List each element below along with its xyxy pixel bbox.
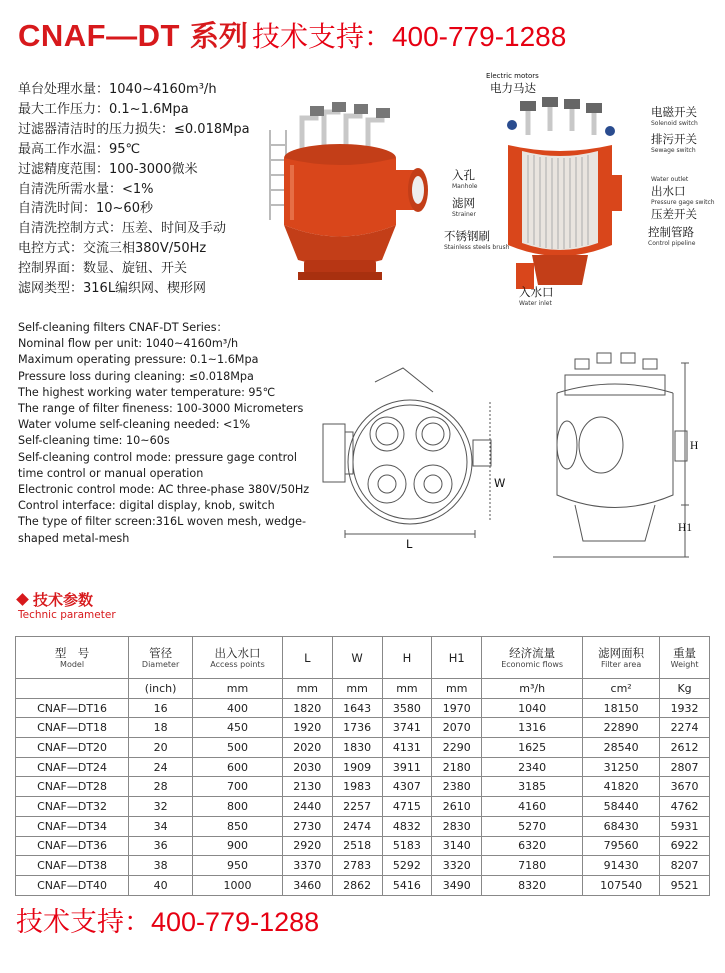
header-cell: W: [332, 637, 382, 679]
en-spec-item: The type of filter screen:316L woven mesh, wedge-shaped metal-mesh: [18, 515, 307, 545]
value-cell: 107540: [583, 875, 660, 895]
unit-cell: (inch): [129, 679, 193, 699]
value-cell: 38: [129, 856, 193, 876]
value-cell: 1736: [332, 718, 382, 738]
label-sewage-en: Sewage switch: [651, 147, 696, 154]
value-cell: 450: [193, 718, 283, 738]
value-cell: 3460: [282, 875, 332, 895]
value-cell: 28540: [583, 738, 660, 758]
header-cell: H: [382, 637, 432, 679]
value-cell: 5416: [382, 875, 432, 895]
value-cell: 24: [129, 757, 193, 777]
top-view-drawing: [315, 362, 505, 562]
header-cell: H1: [432, 637, 482, 679]
model-series-title: CNAF—DT: [18, 18, 180, 53]
en-spec-item: Nominal flow per unit: 1040~4160m³/h: [18, 337, 239, 351]
value-cell: 800: [193, 797, 283, 817]
value-cell: 950: [193, 856, 283, 876]
value-cell: 2440: [282, 797, 332, 817]
label-solenoid-cn: 电磁开关: [651, 105, 697, 119]
table-row: [16, 777, 710, 797]
value-cell: 3490: [432, 875, 482, 895]
series-label: 系列: [189, 21, 248, 53]
unit-cell: mm: [432, 679, 482, 699]
value-cell: 9521: [660, 875, 710, 895]
cn-spec-list: [18, 80, 250, 299]
label-pipe-cn: 控制管路: [648, 225, 694, 239]
page-header: [18, 14, 566, 58]
label-sewage: [651, 131, 697, 154]
value-cell: 2274: [660, 718, 710, 738]
value-cell: 2290: [432, 738, 482, 758]
value-cell: 6320: [482, 836, 583, 856]
cn-spec-item: 自清洗所需水量：<1%: [18, 181, 154, 197]
value-cell: 3580: [382, 698, 432, 718]
label-strainer: [452, 195, 476, 218]
model-cell: CNAF—DT32: [16, 797, 129, 817]
cn-spec-item: 最高工作水温：95℃: [18, 141, 141, 157]
label-inlet: [519, 284, 554, 307]
value-cell: 1643: [332, 698, 382, 718]
value-cell: 3140: [432, 836, 482, 856]
value-cell: 2920: [282, 836, 332, 856]
value-cell: 2518: [332, 836, 382, 856]
label-sewage-cn: 排污开关: [651, 132, 697, 146]
value-cell: 700: [193, 777, 283, 797]
value-cell: 41820: [583, 777, 660, 797]
label-pipe: [648, 224, 695, 247]
table-row: [16, 718, 710, 738]
value-cell: 2257: [332, 797, 382, 817]
value-cell: 91430: [583, 856, 660, 876]
label-solenoid: [651, 104, 698, 127]
model-cell: CNAF—DT40: [16, 875, 129, 895]
value-cell: 3741: [382, 718, 432, 738]
table-header-row: [16, 637, 710, 679]
unit-cell: mm: [332, 679, 382, 699]
model-cell: CNAF—DT36: [16, 836, 129, 856]
value-cell: 1830: [332, 738, 382, 758]
unit-cell: m³/h: [482, 679, 583, 699]
unit-cell: mm: [382, 679, 432, 699]
value-cell: 2862: [332, 875, 382, 895]
value-cell: 2340: [482, 757, 583, 777]
label-motor-en: Electric motors: [486, 72, 539, 80]
value-cell: 2730: [282, 816, 332, 836]
value-cell: 22890: [583, 718, 660, 738]
label-manhole-cn: 入孔: [452, 168, 475, 182]
value-cell: 1970: [432, 698, 482, 718]
table-row: [16, 698, 710, 718]
value-cell: 16: [129, 698, 193, 718]
value-cell: 36: [129, 836, 193, 856]
value-cell: 34: [129, 816, 193, 836]
section-title-text: 技术参数: [33, 591, 94, 609]
en-spec-item: Water volume self-cleaning needed: <1%: [18, 418, 251, 432]
section-title: [18, 589, 93, 610]
value-cell: 3320: [432, 856, 482, 876]
value-cell: 1625: [482, 738, 583, 758]
value-cell: 1316: [482, 718, 583, 738]
value-cell: 1040: [482, 698, 583, 718]
cn-spec-item: 电控方式：交流三相380V/50Hz: [18, 241, 207, 257]
header-cell: 管径 Diameter: [129, 637, 193, 679]
value-cell: 2020: [282, 738, 332, 758]
value-cell: 400: [193, 698, 283, 718]
label-inlet-en: Water inlet: [519, 300, 552, 307]
cn-spec-item: 控制界面：数显、旋钮、开关: [18, 261, 188, 277]
value-cell: 2610: [432, 797, 482, 817]
value-cell: 3370: [282, 856, 332, 876]
section-subtitle: Technic parameter: [18, 609, 116, 621]
value-cell: 2030: [282, 757, 332, 777]
value-cell: 6922: [660, 836, 710, 856]
value-cell: 850: [193, 816, 283, 836]
label-strainer-cn: 滤网: [452, 196, 475, 210]
value-cell: 2474: [332, 816, 382, 836]
cn-spec-item: 自清洗控制方式：压差、时间及手动: [18, 221, 227, 237]
table-row: [16, 797, 710, 817]
side-view-drawing: [535, 345, 700, 570]
unit-cell: [16, 679, 129, 699]
value-cell: 2180: [432, 757, 482, 777]
value-cell: 31250: [583, 757, 660, 777]
label-motor-cn: 电力马达: [490, 81, 536, 95]
en-spec-item: Pressure loss during cleaning: ≤0.018Mpa: [18, 369, 254, 383]
value-cell: 3911: [382, 757, 432, 777]
label-outlet: [651, 176, 688, 199]
model-cell: CNAF—DT28: [16, 777, 129, 797]
value-cell: 1000: [193, 875, 283, 895]
value-cell: 4131: [382, 738, 432, 758]
cn-spec-item: 过滤器清洁时的压力损失：≤0.018Mpa: [18, 121, 250, 137]
value-cell: 18: [129, 718, 193, 738]
value-cell: 2070: [432, 718, 482, 738]
label-inlet-cn: 入水口: [519, 285, 554, 299]
header-cell: 出入水口 Access points: [193, 637, 283, 679]
value-cell: 1920: [282, 718, 332, 738]
label-brush: [444, 228, 509, 251]
filter-vessel-render: [262, 100, 437, 285]
label-pipe-en: Control pipeline: [648, 240, 696, 247]
unit-cell: mm: [282, 679, 332, 699]
table-body: [16, 698, 710, 895]
header-cell: 经济流量 Economic flows: [482, 637, 583, 679]
label-pgauge-en: Pressure gage switch: [651, 199, 715, 206]
cn-spec-item: 自清洗时间：10~60秒: [18, 201, 153, 217]
value-cell: 4160: [482, 797, 583, 817]
value-cell: 5292: [382, 856, 432, 876]
header-cell: L: [282, 637, 332, 679]
en-spec-item: Self-cleaning filters CNAF-DT Series：: [18, 321, 228, 334]
model-cell: CNAF—DT20: [16, 738, 129, 758]
table-row: [16, 816, 710, 836]
unit-cell: Kg: [660, 679, 710, 699]
parameter-table: [15, 636, 710, 896]
en-spec-item: Self-cleaning control mode: pressure gage control time control or manual operation: [18, 450, 297, 480]
value-cell: 5270: [482, 816, 583, 836]
footer-support-phone: 技术支持：400-779-1288: [16, 907, 320, 937]
value-cell: 4762: [660, 797, 710, 817]
value-cell: 20: [129, 738, 193, 758]
header-cell: 滤网面积 Filter area: [583, 637, 660, 679]
value-cell: 40: [129, 875, 193, 895]
value-cell: 500: [193, 738, 283, 758]
value-cell: 2830: [432, 816, 482, 836]
unit-cell: mm: [193, 679, 283, 699]
value-cell: 8320: [482, 875, 583, 895]
cn-spec-item: 滤网类型：316L编织网、楔形网: [18, 281, 207, 297]
label-manhole: [452, 167, 478, 190]
value-cell: 58440: [583, 797, 660, 817]
label-brush-en: Stainless steels brush: [444, 244, 510, 251]
value-cell: 18150: [583, 698, 660, 718]
table-row: [16, 875, 710, 895]
model-cell: CNAF—DT38: [16, 856, 129, 876]
table-row: [16, 738, 710, 758]
table-row: [16, 856, 710, 876]
value-cell: 600: [193, 757, 283, 777]
value-cell: 7180: [482, 856, 583, 876]
dim-w: W: [494, 476, 506, 490]
value-cell: 2612: [660, 738, 710, 758]
cn-spec-item: 过滤精度范围：100-3000微米: [18, 161, 198, 177]
value-cell: 32: [129, 797, 193, 817]
unit-cell: cm²: [583, 679, 660, 699]
value-cell: 4715: [382, 797, 432, 817]
model-cell: CNAF—DT34: [16, 816, 129, 836]
table-row: [16, 836, 710, 856]
value-cell: 5931: [660, 816, 710, 836]
label-strainer-en: Strainer: [452, 211, 476, 218]
value-cell: 3670: [660, 777, 710, 797]
value-cell: 1909: [332, 757, 382, 777]
label-pgauge-cn: 压差开关: [651, 207, 697, 221]
value-cell: 3185: [482, 777, 583, 797]
value-cell: 1983: [332, 777, 382, 797]
dim-l: L: [406, 537, 413, 551]
value-cell: 4832: [382, 816, 432, 836]
table-row: [16, 757, 710, 777]
cn-spec-item: 单台处理水量：1040~4160m³/h: [18, 82, 217, 97]
value-cell: 900: [193, 836, 283, 856]
value-cell: 2380: [432, 777, 482, 797]
value-cell: 1820: [282, 698, 332, 718]
header-cell: 型 号 Model: [16, 637, 129, 679]
label-outlet-cn: 出水口: [651, 184, 686, 198]
value-cell: 4307: [382, 777, 432, 797]
en-spec-item: Electronic control mode: AC three-phase 380V/50Hz: [18, 483, 310, 497]
cn-spec-item: 最大工作压力：0.1~1.6Mpa: [18, 101, 189, 117]
en-spec-item: Maximum operating pressure: 0.1~1.6Mpa: [18, 353, 259, 367]
diamond-bullet-icon: [16, 593, 29, 606]
value-cell: 79560: [583, 836, 660, 856]
dim-h: H: [690, 440, 699, 452]
value-cell: 28: [129, 777, 193, 797]
en-spec-item: The highest working water temperature: 95℃: [18, 385, 276, 399]
label-manhole-en: Manhole: [452, 183, 478, 190]
value-cell: 8207: [660, 856, 710, 876]
value-cell: 2807: [660, 757, 710, 777]
label-brush-cn: 不锈钢刷: [444, 229, 490, 243]
dim-h1: H1: [678, 522, 693, 534]
header-cell: 重量 Weight: [660, 637, 710, 679]
en-spec-item: Self-cleaning time: 10~60s: [18, 434, 170, 448]
header-support-phone: 技术支持：400-779-1288: [251, 21, 567, 52]
label-solenoid-en: Solenoid switch: [651, 120, 698, 127]
value-cell: 68430: [583, 816, 660, 836]
label-pgauge: [651, 199, 715, 222]
model-cell: CNAF—DT18: [16, 718, 129, 738]
model-cell: CNAF—DT16: [16, 698, 129, 718]
en-spec-item: Control interface: digital display, knob, switch: [18, 499, 275, 513]
en-spec-list: [18, 320, 318, 547]
value-cell: 5183: [382, 836, 432, 856]
label-outlet-en: Water outlet: [651, 176, 689, 183]
value-cell: 2130: [282, 777, 332, 797]
model-cell: CNAF—DT24: [16, 757, 129, 777]
filter-cutaway-render: [498, 95, 623, 295]
en-spec-item: The range of filter fineness: 100-3000 Micrometers: [18, 402, 304, 416]
value-cell: 1932: [660, 698, 710, 718]
value-cell: 2783: [332, 856, 382, 876]
table-units-row: [16, 679, 710, 699]
